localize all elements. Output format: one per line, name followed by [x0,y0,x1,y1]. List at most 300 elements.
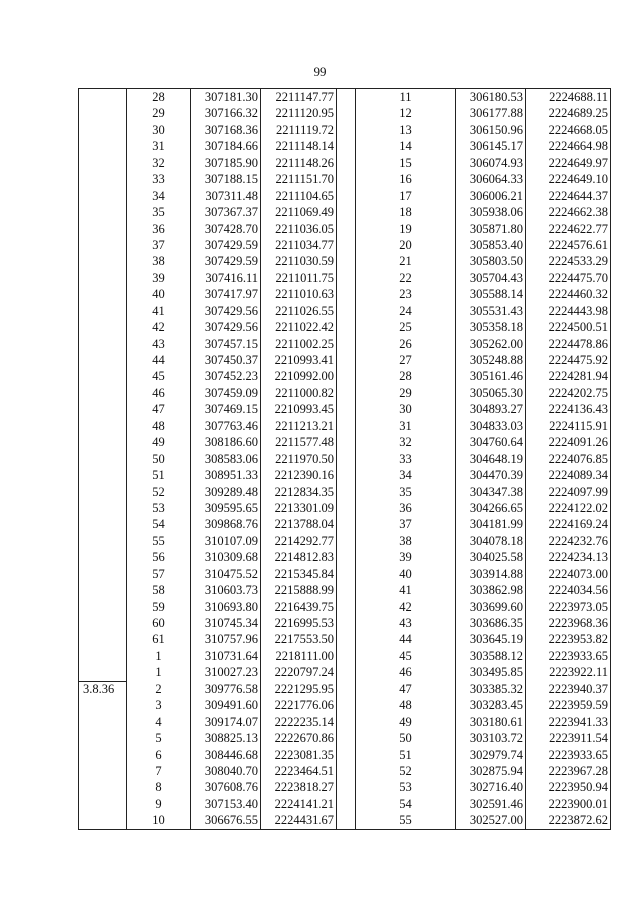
right-y-coordinate: 2224115.91 [549,418,608,433]
right-x-coordinate: 305262.00 [469,336,523,351]
right-y-coordinate: 2224232.76 [548,533,608,548]
right-x-coordinate: 304025.58 [469,550,523,565]
right-point-number: 35 [399,484,412,499]
left-point-number: 9 [155,796,162,811]
right-point-number: 29 [399,385,412,400]
left-point-number: 32 [152,155,165,170]
left-y-coordinate: 2211002.25 [275,336,334,351]
right-point-number: 17 [399,188,412,203]
right-y-coordinate: 2223950.94 [548,780,608,795]
blank-line [79,500,126,516]
left-y-coordinate: 2211151.70 [275,172,334,187]
left-point-number: 46 [152,385,165,400]
right-x-coordinate: 305358.18 [469,320,523,335]
right-y-coordinate-column [526,89,611,830]
left-x-coordinate: 309289.48 [204,484,258,499]
right-x-coordinate: 306180.53 [469,90,523,104]
right-y-coordinate: 2223872.62 [548,813,608,828]
right-point-number: 44 [399,632,412,647]
left-point-number: 61 [152,632,165,647]
left-point-number: 35 [152,205,165,220]
blank-line [79,138,126,154]
left-point-number: 41 [152,303,165,318]
right-y-coordinate: 2224202.75 [548,385,608,400]
right-x-coordinate: 306145.17 [469,139,523,154]
left-x-coordinate: 307185.90 [204,155,258,170]
left-y-coordinate: 2222235.14 [274,714,334,729]
right-x-coordinate: 304347.38 [469,484,523,499]
right-y-coordinate: 2223941.33 [548,714,608,729]
left-y-coordinate: 2211970.50 [275,451,334,466]
left-x-coordinate: 308040.70 [204,763,258,778]
right-y-coordinate: 2224122.02 [548,500,608,515]
blank-line [79,484,126,500]
right-point-number-column [356,89,456,830]
right-y-coordinate: 2223968.36 [548,616,608,630]
right-point-number: 36 [399,500,412,515]
right-y-coordinate: 2224576.61 [548,237,608,252]
right-x-coordinate: 304648.19 [469,451,523,466]
left-point-number: 31 [152,139,165,154]
right-point-number: 53 [399,780,412,795]
left-x-coordinate: 307367.37 [204,205,258,220]
right-y-coordinate: 2223959.59 [548,698,608,713]
blank-line [79,122,126,138]
left-point-number: 39 [152,270,165,285]
left-point-number: 52 [152,484,165,499]
blank-line [79,533,126,549]
left-y-coordinate: 2221295.95 [274,681,334,696]
left-y-coordinate: 2211069.49 [275,205,334,220]
left-y-coordinate: 2211010.63 [275,287,334,302]
blank-line [79,467,126,483]
left-y-coordinate: 2213788.04 [274,517,334,532]
left-x-coordinate: 310757.96 [204,632,258,647]
blank-line [79,516,126,532]
left-x-coordinate: 307153.40 [204,796,258,811]
right-y-coordinate: 2224622.77 [548,221,608,236]
left-y-coordinate: 2212390.16 [274,468,334,483]
left-y-coordinate: 2213301.09 [274,500,334,515]
left-point-number: 1 [155,648,162,663]
left-x-coordinate: 309491.60 [204,698,258,713]
blank-line [79,286,126,302]
left-point-number: 33 [152,172,165,187]
right-x-coordinate: 303283.45 [469,698,523,713]
right-x-coordinate: 302979.74 [469,747,523,762]
left-point-number: 4 [155,714,162,729]
left-x-coordinate: 307469.15 [204,402,258,417]
left-point-number: 28 [152,90,165,104]
right-y-coordinate: 2223940.37 [548,681,608,696]
left-x-coordinate: 309776.58 [204,681,258,696]
left-y-coordinate: 2211147.77 [275,90,334,104]
right-y-coordinate: 2224533.29 [548,254,608,269]
blank-line [79,352,126,368]
right-y-coordinate: 2223953.82 [548,632,608,647]
left-x-coordinate: 308446.68 [204,747,258,762]
blank-line [79,155,126,171]
right-y-coordinate: 2223933.65 [548,648,608,663]
right-y-coordinate: 2224460.32 [548,287,608,302]
right-x-coordinate: 305853.40 [469,237,523,252]
left-x-coordinate: 310731.64 [204,648,258,663]
right-point-number: 34 [399,468,412,483]
left-point-number: 34 [152,188,165,203]
blank-line [79,631,126,647]
right-point-number: 40 [399,566,412,581]
right-y-coordinate: 2224668.05 [548,122,608,137]
right-y-coordinate: 2224662.38 [548,205,608,220]
right-y-coordinate: 2224089.34 [548,468,608,483]
right-point-number: 24 [399,303,412,318]
right-x-coordinate: 303686.35 [469,616,523,630]
blank-line [79,615,126,631]
section-ref: 3.8.36 [83,681,115,696]
blank-line [79,270,126,286]
left-x-coordinate: 307429.59 [204,237,258,252]
right-x-coordinate: 305248.88 [469,353,523,367]
left-x-coordinate: 307429.59 [204,254,258,269]
right-point-number: 42 [399,599,412,614]
left-x-coordinate: 307429.56 [204,320,258,335]
right-x-coordinate: 302875.94 [469,763,523,778]
right-y-coordinate: 2224076.85 [548,451,608,466]
left-x-coordinate: 307416.11 [205,270,258,285]
right-point-number: 18 [399,205,412,220]
left-point-number: 8 [155,780,162,795]
right-point-number: 41 [399,583,412,598]
right-y-coordinate: 2223967.28 [548,763,608,778]
left-x-coordinate: 308186.60 [204,435,258,450]
right-y-coordinate: 2224500.51 [548,320,608,335]
right-y-coordinate: 2224664.98 [548,139,608,154]
left-y-coordinate: 2211104.65 [275,188,334,203]
left-x-coordinate: 307184.66 [204,139,258,154]
right-x-coordinate: 306074.93 [469,155,523,170]
left-x-coordinate: 307457.15 [204,336,258,351]
left-point-number: 53 [152,500,165,515]
left-y-coordinate: 2222670.86 [274,731,334,746]
left-y-coordinate: 2217553.50 [274,632,334,647]
left-point-number: 50 [152,451,165,466]
left-point-number: 56 [152,550,165,565]
right-y-coordinate: 2223922.11 [549,665,608,680]
right-point-number: 32 [399,435,412,450]
right-point-number: 43 [399,616,412,630]
right-point-number: 20 [399,237,412,252]
right-y-coordinate: 2224475.92 [548,353,608,367]
left-x-coordinate: 307417.97 [204,287,258,302]
page-number: 99 [313,64,327,79]
right-x-coordinate: 302527.00 [469,813,523,828]
blank-line [79,664,126,680]
right-point-number: 26 [399,336,412,351]
left-y-coordinate: 2224141.21 [274,796,334,811]
left-point-number: 6 [155,747,162,762]
left-x-coordinate: 307188.15 [204,172,258,187]
left-y-coordinate: 2218111.00 [275,648,334,663]
left-x-coordinate: 310693.80 [204,599,258,614]
left-x-coordinate: 307311.48 [205,188,258,203]
left-y-coordinate: 2223464.51 [274,763,334,778]
right-point-number: 33 [399,451,412,466]
left-x-coordinate: 307452.23 [204,369,258,384]
left-x-coordinate: 306676.55 [204,813,258,828]
right-x-coordinate: 304181.99 [469,517,523,532]
left-point-number: 2 [155,681,162,696]
right-y-coordinate: 2223973.05 [548,599,608,614]
right-x-coordinate: 305531.43 [469,303,523,318]
left-y-coordinate: 2215888.99 [274,583,334,598]
right-y-coordinate: 2224688.11 [549,90,608,104]
left-x-coordinate: 307166.32 [204,106,258,121]
right-x-coordinate: 305871.80 [469,221,523,236]
blank-line [79,105,126,121]
left-y-coordinate: 2211030.59 [275,254,334,269]
left-y-coordinate: 2216995.53 [274,616,334,630]
left-y-coordinate: 2221776.06 [274,698,334,713]
left-y-coordinate: 2211034.77 [275,237,334,252]
left-point-number: 51 [152,468,165,483]
right-point-number: 48 [399,698,412,713]
left-x-coordinate: 310309.68 [204,550,258,565]
left-y-coordinate: 2216439.75 [274,599,334,614]
blank-line [79,253,126,269]
left-x-coordinate: 307450.37 [204,353,258,367]
right-y-coordinate: 2224136.43 [548,402,608,417]
right-point-number: 46 [399,665,412,680]
right-point-number: 14 [399,139,412,154]
right-x-coordinate: 303699.60 [469,599,523,614]
right-y-coordinate: 2224649.97 [548,155,608,170]
right-x-coordinate: 304266.65 [469,500,523,515]
right-point-number: 37 [399,517,412,532]
left-y-coordinate: 2211036.05 [275,221,334,236]
left-point-number: 44 [152,353,165,367]
right-x-coordinate-column [456,89,526,830]
left-y-coordinate: 2215345.84 [274,566,334,581]
blank-line [79,418,126,434]
right-x-coordinate: 302591.46 [469,796,523,811]
left-point-number: 7 [155,763,162,778]
right-point-number: 22 [399,270,412,285]
left-x-coordinate: 307763.46 [204,418,258,433]
right-y-coordinate: 2223911.54 [549,731,608,746]
blank-line [79,303,126,319]
blank-line [79,566,126,582]
right-point-number: 55 [399,813,412,828]
right-point-number: 15 [399,155,412,170]
right-point-number: 16 [399,172,412,187]
left-point-number: 29 [152,106,165,121]
left-point-number: 42 [152,320,165,335]
left-point-number: 48 [152,418,165,433]
right-x-coordinate: 304893.27 [469,402,523,417]
left-x-coordinate: 307181.30 [204,90,258,104]
right-y-coordinate: 2224649.10 [548,172,608,187]
left-point-number: 60 [152,616,165,630]
right-point-number: 45 [399,648,412,663]
left-point-number: 59 [152,599,165,614]
right-y-coordinate: 2224475.70 [548,270,608,285]
right-point-number: 27 [399,353,412,367]
left-x-coordinate: 310603.73 [204,583,258,598]
left-point-number: 45 [152,369,165,384]
blank-line [79,319,126,335]
left-x-coordinate: 307429.56 [204,303,258,318]
left-x-coordinate: 308951.33 [204,468,258,483]
blank-line [79,336,126,352]
right-x-coordinate: 303862.98 [469,583,523,598]
right-x-coordinate: 306177.88 [469,106,523,121]
left-x-coordinate: 308583.06 [204,451,258,466]
blank-line [79,171,126,187]
right-point-number: 47 [399,681,412,696]
coordinates-table [78,88,611,830]
blank-line [79,221,126,237]
right-x-coordinate: 305161.46 [469,369,523,384]
left-point-number: 36 [152,221,165,236]
left-y-coordinate: 2211213.21 [275,418,334,433]
right-x-coordinate: 305065.30 [469,385,523,400]
right-x-coordinate: 304833.03 [469,418,523,433]
right-x-coordinate: 303588.12 [469,648,523,663]
left-y-coordinate: 2220797.24 [274,665,334,680]
right-point-number: 39 [399,550,412,565]
left-point-number: 10 [152,813,165,828]
blank-line [79,204,126,220]
right-point-number: 50 [399,731,412,746]
left-x-coordinate: 308825.13 [204,731,258,746]
left-point-number: 30 [152,122,165,137]
left-point-number: 54 [152,517,165,532]
left-x-coordinate: 310107.09 [204,533,258,548]
blank-line [79,237,126,253]
blank-line [79,385,126,401]
left-x-coordinate: 310745.34 [204,616,258,630]
right-x-coordinate: 306150.96 [469,122,523,137]
right-x-coordinate: 306064.33 [469,172,523,187]
left-x-coordinate: 307168.36 [204,122,258,137]
left-point-number-column [127,89,191,830]
left-y-coordinate: 2211148.26 [275,155,334,170]
right-y-coordinate: 2224091.26 [548,435,608,450]
right-y-coordinate: 2223900.01 [548,796,608,811]
right-y-coordinate: 2224034.56 [548,583,608,598]
left-y-coordinate: 2210993.45 [274,402,334,417]
blank-line [79,599,126,615]
right-y-coordinate: 2224644.37 [548,188,608,203]
right-point-number: 25 [399,320,412,335]
right-point-number: 21 [399,254,412,269]
right-y-coordinate: 2224169.24 [548,517,608,532]
right-y-coordinate: 2224689.25 [548,106,608,121]
left-point-number: 40 [152,287,165,302]
left-x-coordinate: 307608.76 [204,780,258,795]
left-y-coordinate: 2211577.48 [275,435,334,450]
left-y-coordinate: 2211148.14 [275,139,334,154]
right-x-coordinate: 303495.85 [469,665,523,680]
blank-line [79,188,126,204]
left-x-coordinate: 307459.09 [204,385,258,400]
left-x-coordinate: 309868.76 [204,517,258,532]
right-point-number: 19 [399,221,412,236]
right-point-number: 12 [399,106,412,121]
left-point-number: 49 [152,435,165,450]
blank-line [79,434,126,450]
left-y-coordinate: 2224431.67 [274,813,334,828]
left-x-coordinate: 310475.52 [204,566,258,581]
left-y-coordinate: 2211000.82 [275,385,334,400]
right-point-number: 11 [399,90,412,104]
left-x-coordinate: 310027.23 [204,665,258,680]
blank-line [79,648,126,664]
right-y-coordinate: 2224443.98 [548,303,608,318]
left-x-coordinate: 309595.65 [204,500,258,515]
right-x-coordinate: 304760.64 [469,435,523,450]
blank-line [79,89,126,105]
left-y-coordinate: 2214292.77 [274,533,334,548]
blank-line [79,582,126,598]
left-y-coordinate: 2211011.75 [275,270,334,285]
left-point-number: 38 [152,254,165,269]
right-y-coordinate: 2224097.99 [548,484,608,499]
left-point-number: 57 [152,566,165,581]
blank-line [79,549,126,565]
right-y-coordinate: 2224478.86 [548,336,608,351]
right-y-coordinate: 2224234.13 [548,550,608,565]
right-point-number: 28 [399,369,412,384]
left-x-coordinate: 309174.07 [204,714,258,729]
right-x-coordinate: 303914.88 [469,566,523,581]
left-point-number: 47 [152,402,165,417]
left-point-number: 43 [152,336,165,351]
left-y-coordinate: 2210992.00 [274,369,334,384]
left-point-number: 55 [152,533,165,548]
right-point-number: 51 [399,747,412,762]
left-y-coordinate: 2212834.35 [274,484,334,499]
right-x-coordinate: 305803.50 [469,254,523,269]
right-x-coordinate: 303180.61 [469,714,523,729]
left-point-number: 37 [152,237,165,252]
left-y-coordinate: 2214812.83 [274,550,334,565]
right-x-coordinate: 304470.39 [469,468,523,483]
left-y-coordinate: 2211026.55 [275,303,334,318]
left-y-coordinate: 2210993.41 [274,353,334,367]
left-y-coordinate: 2211120.95 [275,106,334,121]
left-y-coordinate: 2211119.72 [276,122,334,137]
left-y-coordinate: 2223818.27 [274,780,334,795]
right-point-number: 38 [399,533,412,548]
section-divider [79,681,127,682]
right-y-coordinate: 2224073.00 [548,566,608,581]
left-x-coordinate-column [191,89,261,830]
left-x-coordinate: 307428.70 [204,221,258,236]
right-x-coordinate: 305938.06 [469,205,523,220]
right-y-coordinate: 2223933.65 [548,747,608,762]
right-point-number: 13 [399,122,412,137]
left-point-number: 3 [155,698,162,713]
right-point-number: 54 [399,796,412,811]
blank-line [79,401,126,417]
right-point-number: 52 [399,763,412,778]
blank-line [79,451,126,467]
right-x-coordinate: 303645.19 [469,632,523,647]
left-point-number: 1 [155,665,162,680]
empty-gap-column [337,89,356,830]
right-point-number: 23 [399,287,412,302]
